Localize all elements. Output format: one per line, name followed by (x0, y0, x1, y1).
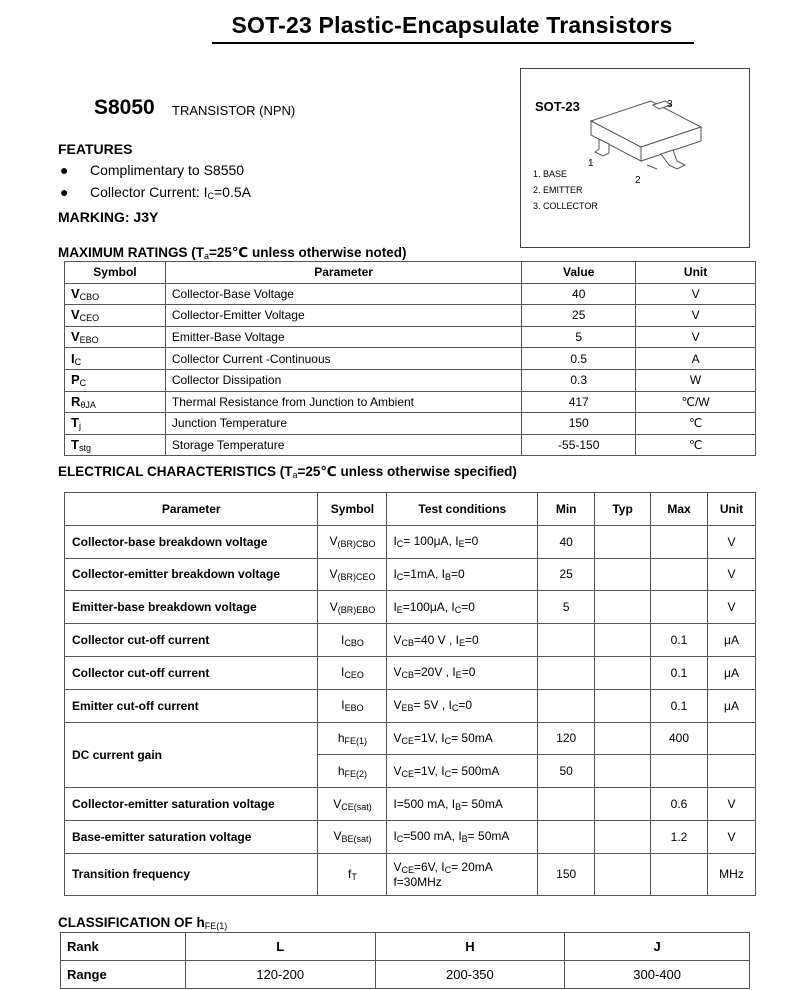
pin-description-collector: 3. COLLECTOR (533, 201, 598, 211)
title-underline (212, 42, 694, 44)
package-title: SOT-23 (535, 99, 580, 114)
table-row: Base-emitter saturation voltage $V_{BE(sat)}$ $I_C=500$ mA, $I_B= 50mA$ 1.2 V (65, 820, 756, 853)
table-row: Transition frequency $f_T$ $V_{CE}=6V$, $I_C= 20mA$ f=30MHz 150 MHz (65, 853, 756, 895)
table-row: $I_C$ Collector Current -Continuous 0.5 A (65, 348, 756, 370)
max-ratings-table (64, 261, 756, 456)
marking-code: MARKING: J3Y (58, 209, 159, 225)
electrical-heading: ELECTRICAL CHARACTERISTICS ($T_a=25℃$ unless otherwise specified) (58, 464, 517, 480)
electrical-table (64, 492, 756, 896)
part-number: S8050 (94, 96, 155, 119)
pin-label-2: 2 (635, 175, 641, 186)
table-header-row: Parameter Symbol Test conditions Min Typ Max Unit (65, 493, 756, 526)
table-row: Emitter cut-off current $I_{EBO}$ $V_{EB}= 5V$ , $I_C=0$ 0.1 μA (65, 689, 756, 722)
part-description: TRANSISTOR (NPN) (172, 103, 296, 118)
feature-item: ● Complimentary to S8550 (60, 162, 245, 178)
pin-label-1: 1 (588, 158, 594, 169)
bullet-icon: ● (60, 162, 69, 178)
table-row: $P_C$ Collector Dissipation 0.3 W (65, 369, 756, 391)
table-row: $T_{stg}$ Storage Temperature -55-150 ℃ (65, 434, 756, 456)
pin-description-base: 1. BASE (533, 169, 568, 179)
features-heading: FEATURES (58, 141, 133, 157)
table-row: Collector cut-off current $I_{CEO}$ $V_{CB}=20V$ , $I_E=0$ 0.1 μA (65, 656, 756, 689)
table-row: Emitter-base breakdown voltage $V_{(BR)EBO}$ $I_E=100\mu A$, $I_C=0$ 5 V (65, 591, 756, 624)
table-row: $R_{\theta JA}$ Thermal Resistance from Junction to Ambient 417 ℃/W (65, 391, 756, 413)
table-row: $V_{CEO}$ Collector-Emitter Voltage 25 V (65, 305, 756, 327)
table-row: $V_{CBO}$ Collector-Base Voltage 40 V (65, 283, 756, 305)
pin-description-emitter: 2. EMITTER (533, 185, 583, 195)
classification-heading: CLASSIFICATION OF $h_{FE(1)}$ (58, 915, 228, 931)
package-diagram (520, 68, 750, 248)
table-row: Rank L H J (61, 933, 750, 961)
table-row: $V_{EBO}$ Emitter-Base Voltage 5 V (65, 326, 756, 348)
bullet-icon: ● (60, 184, 69, 200)
table-row: DC current gain $h_{FE(1)}$ $V_{CE}=1V$, $I_C= 50mA$ 120 400 (65, 722, 756, 755)
sot23-package-icon (581, 89, 731, 189)
pin-label-3: 3 (667, 99, 673, 110)
page-title: SOT-23 Plastic-Encapsulate Transistors (231, 12, 673, 38)
classification-table (60, 932, 750, 989)
feature-item: ● Collector Current: $I_C=0.5A$ (60, 184, 251, 201)
table-row: Range 120-200 200-350 300-400 (61, 961, 750, 989)
max-ratings-heading: MAXIMUM RATINGS ($T_a=25℃$ unless otherwise noted) (58, 245, 407, 261)
table-row: $h_{FE(2)}$ $V_{CE}=1V$, $I_C= 500mA$ 50 (65, 755, 756, 788)
table-row: Collector-emitter breakdown voltage $V_{(BR)CEO}$ $I_C=1mA$, $I_B=0$ 25 V (65, 558, 756, 591)
table-row: Collector cut-off current $I_{CBO}$ $V_{CB}=40$ V , $I_E=0$ 0.1 μA (65, 624, 756, 657)
table-row: $T_j$ Junction Temperature 150 ℃ (65, 413, 756, 435)
table-row: Collector-base breakdown voltage $V_{(BR)CBO}$ $I_C= 100\mu A$, $I_E=0$ 40 V (65, 525, 756, 558)
table-row: Collector-emitter saturation voltage $V_{CE(sat)}$ I=500 mA, $I_B= 50mA$ 0.6 V (65, 788, 756, 821)
table-header-row: Symbol Parameter Value Unit (65, 262, 756, 284)
